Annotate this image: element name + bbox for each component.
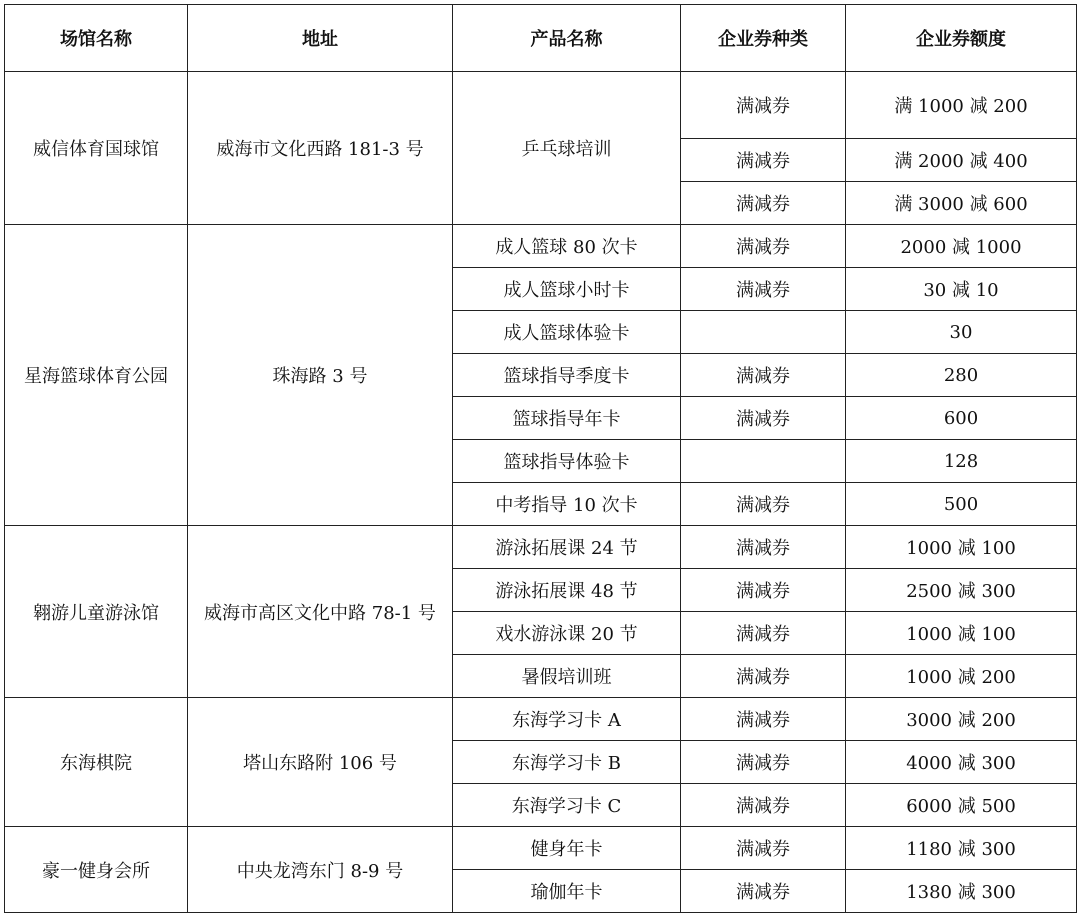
coupon-type: 满减券	[681, 870, 846, 913]
coupon-type	[681, 440, 846, 483]
product-name: 篮球指导季度卡	[453, 354, 681, 397]
coupon-amount: 280	[846, 354, 1077, 397]
product-name: 乒乓球培训	[453, 72, 681, 225]
coupon-amount: 满 3000 减 600	[846, 182, 1077, 225]
coupon-type: 满减券	[681, 139, 846, 182]
venue-name: 东海棋院	[5, 698, 188, 827]
coupon-amount: 2500 减 300	[846, 569, 1077, 612]
header-address: 地址	[188, 5, 453, 72]
product-name: 暑假培训班	[453, 655, 681, 698]
table-row	[5, 72, 1077, 139]
product-name: 戏水游泳课 20 节	[453, 612, 681, 655]
venue-address: 珠海路 3 号	[188, 225, 453, 526]
coupon-type: 满减券	[681, 182, 846, 225]
coupon-type: 满减券	[681, 397, 846, 440]
coupon-type	[681, 311, 846, 354]
product-name: 瑜伽年卡	[453, 870, 681, 913]
venue-address: 威海市高区文化中路 78-1 号	[188, 526, 453, 698]
venue-name: 豪一健身会所	[5, 827, 188, 913]
coupon-amount: 3000 减 200	[846, 698, 1077, 741]
coupon-type: 满减券	[681, 526, 846, 569]
coupon-amount: 600	[846, 397, 1077, 440]
product-name: 成人篮球小时卡	[453, 268, 681, 311]
coupon-type: 满减券	[681, 612, 846, 655]
product-name: 游泳拓展课 48 节	[453, 569, 681, 612]
venue-name: 星海篮球体育公园	[5, 225, 188, 526]
coupon-type: 满减券	[681, 354, 846, 397]
coupon-amount: 2000 减 1000	[846, 225, 1077, 268]
header-coupon-type: 企业券种类	[681, 5, 846, 72]
coupon-amount: 30	[846, 311, 1077, 354]
coupon-amount: 500	[846, 483, 1077, 526]
table-row	[5, 698, 1077, 741]
header-venue-name: 场馆名称	[5, 5, 188, 72]
coupon-amount: 6000 减 500	[846, 784, 1077, 827]
product-name: 篮球指导体验卡	[453, 440, 681, 483]
product-name: 中考指导 10 次卡	[453, 483, 681, 526]
table-row	[5, 526, 1077, 569]
venue-address: 塔山东路附 106 号	[188, 698, 453, 827]
product-name: 东海学习卡 B	[453, 741, 681, 784]
header-coupon-amount: 企业券额度	[846, 5, 1077, 72]
coupon-amount: 1000 减 200	[846, 655, 1077, 698]
coupon-type: 满减券	[681, 483, 846, 526]
coupon-amount: 1000 减 100	[846, 612, 1077, 655]
table-row	[5, 827, 1077, 870]
product-name: 成人篮球 80 次卡	[453, 225, 681, 268]
product-name: 成人篮球体验卡	[453, 311, 681, 354]
coupon-amount: 1180 减 300	[846, 827, 1077, 870]
coupon-type: 满减券	[681, 827, 846, 870]
coupon-amount: 1380 减 300	[846, 870, 1077, 913]
product-name: 健身年卡	[453, 827, 681, 870]
coupon-amount: 满 1000 减 200	[846, 72, 1077, 139]
venue-address: 威海市文化西路 181-3 号	[188, 72, 453, 225]
coupon-type: 满减券	[681, 784, 846, 827]
coupon-type: 满减券	[681, 569, 846, 612]
header-product-name: 产品名称	[453, 5, 681, 72]
coupon-amount: 1000 减 100	[846, 526, 1077, 569]
coupon-amount: 满 2000 减 400	[846, 139, 1077, 182]
table-row	[5, 225, 1077, 268]
product-name: 东海学习卡 C	[453, 784, 681, 827]
header-row	[5, 5, 1077, 72]
coupon-amount: 4000 减 300	[846, 741, 1077, 784]
coupon-type: 满减券	[681, 698, 846, 741]
coupon-type: 满减券	[681, 655, 846, 698]
coupon-type: 满减券	[681, 741, 846, 784]
coupon-type: 满减券	[681, 268, 846, 311]
venue-name: 威信体育国球馆	[5, 72, 188, 225]
venue-name: 翱游儿童游泳馆	[5, 526, 188, 698]
coupon-amount: 128	[846, 440, 1077, 483]
coupon-amount: 30 减 10	[846, 268, 1077, 311]
product-name: 东海学习卡 A	[453, 698, 681, 741]
coupon-table	[4, 4, 1077, 913]
venue-address: 中央龙湾东门 8-9 号	[188, 827, 453, 913]
coupon-type: 满减券	[681, 72, 846, 139]
coupon-type: 满减券	[681, 225, 846, 268]
product-name: 篮球指导年卡	[453, 397, 681, 440]
product-name: 游泳拓展课 24 节	[453, 526, 681, 569]
